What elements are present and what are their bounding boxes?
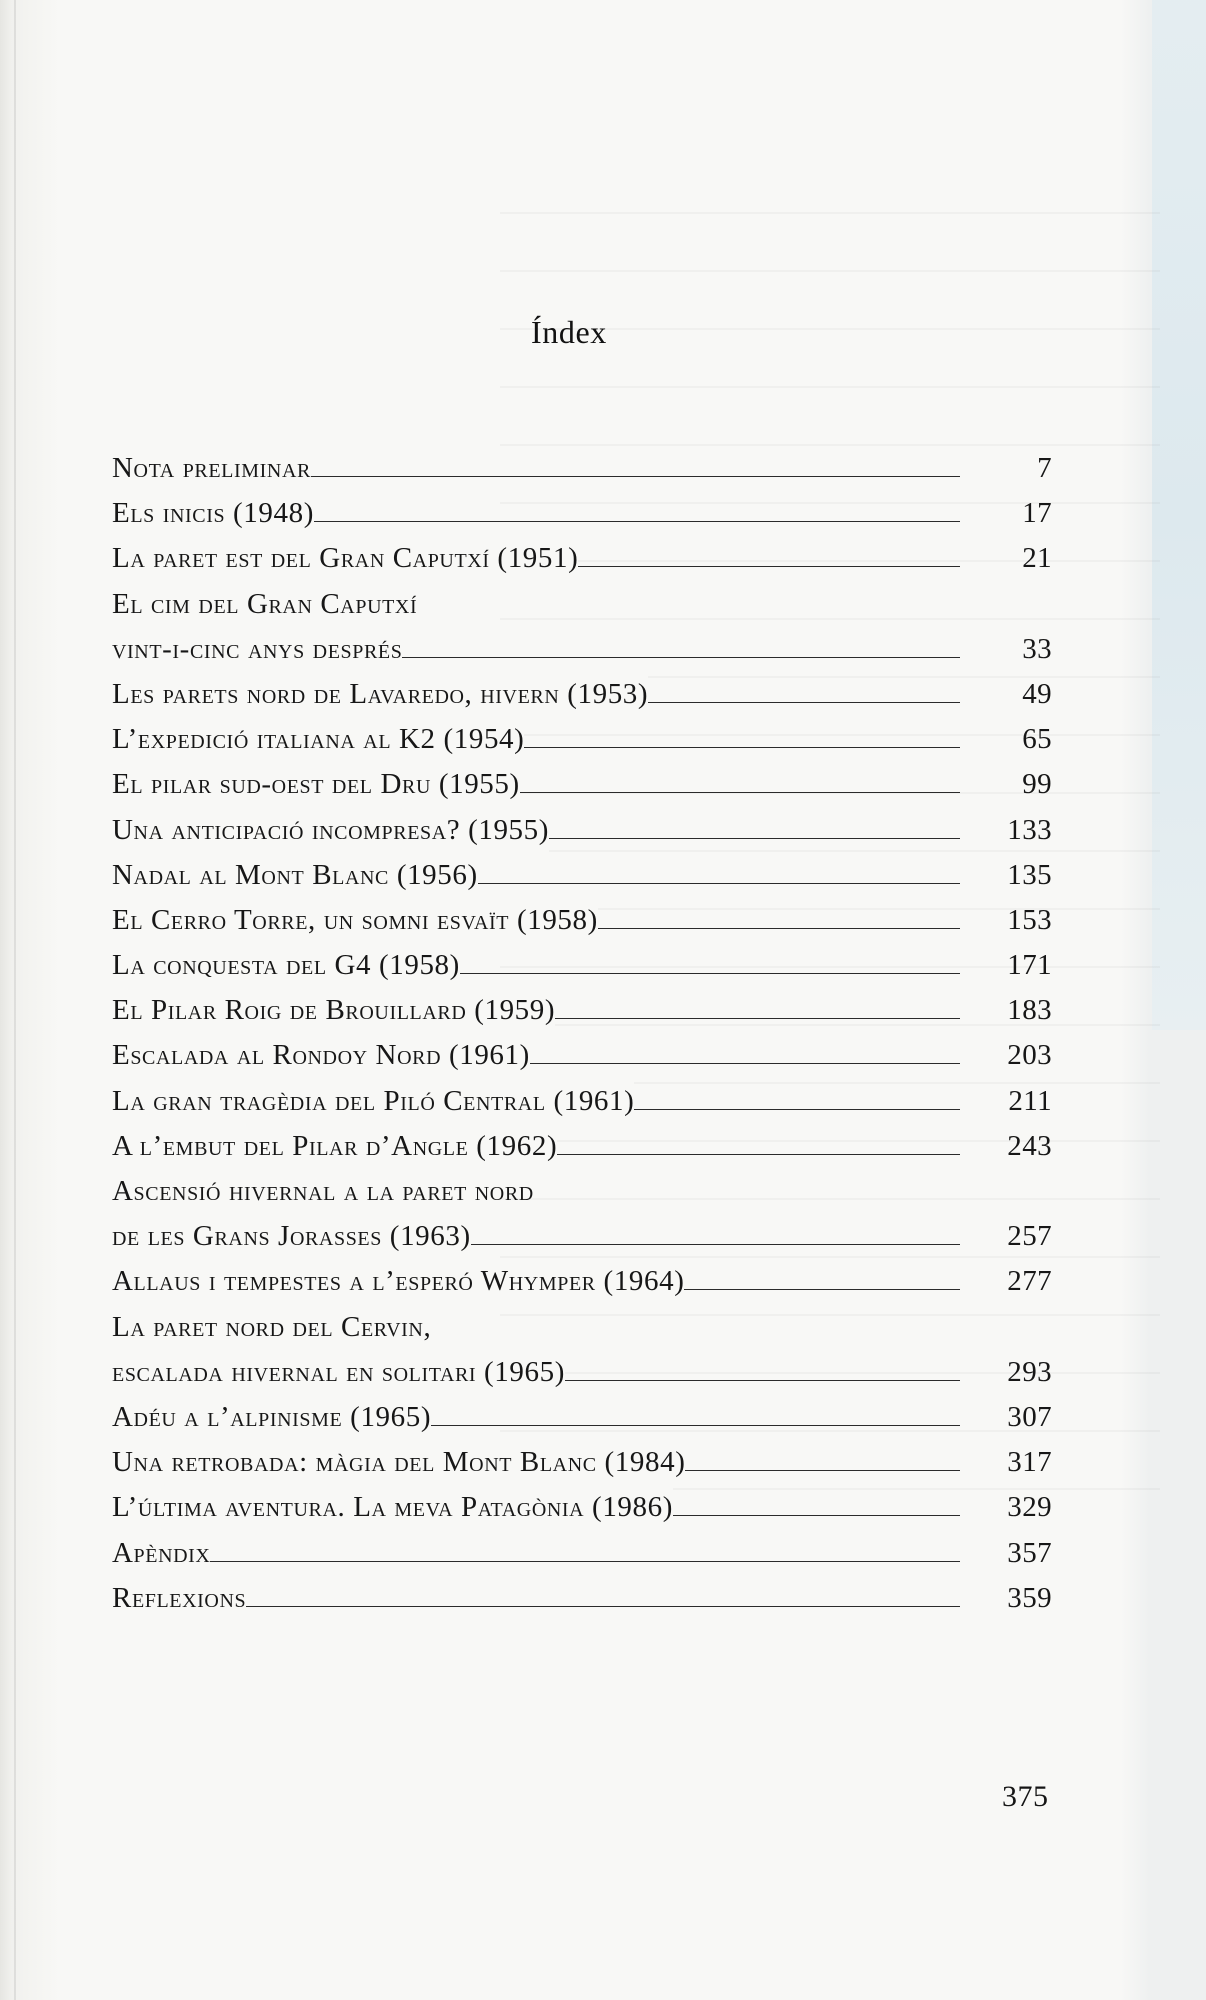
toc-entry-title: El pilar sud-oest del Dru (1955)	[112, 762, 520, 807]
toc-entry-page-number: 203	[1007, 1039, 1052, 1072]
toc-entry-title: Escalada al Rondoy Nord (1961)	[112, 1033, 530, 1078]
toc-entry-title: Els inicis (1948)	[112, 491, 314, 536]
toc-entry-page-number: 21	[1022, 542, 1052, 575]
toc-entry-page-number: 33	[1022, 632, 1052, 665]
toc-entry-title: Apèndix	[112, 1531, 210, 1576]
toc-entry-page-number: 357	[1007, 1536, 1052, 1569]
toc-entry-title: La gran tragèdia del Piló Central (1961)	[112, 1079, 634, 1124]
toc-entry-page-number: 7	[1037, 452, 1052, 484]
toc-entry-title: Adéu a l’alpinisme (1965)	[112, 1395, 431, 1440]
toc-entry	[112, 1531, 1052, 1576]
toc-entry-title: Una anticipació incompresa? (1955)	[112, 808, 549, 853]
toc-entry-title: El cim del Gran Caputxí	[112, 587, 418, 620]
toc-entry-title: El Pilar Roig de Brouillard (1959)	[112, 988, 555, 1033]
toc-entry-page-number: 183	[1007, 994, 1052, 1027]
toc-entry-title: Allaus i tempestes a l’esperó Whymper (1964)	[112, 1259, 684, 1304]
toc-entry	[112, 808, 1052, 853]
toc-entry	[112, 1079, 1052, 1124]
toc-entry	[112, 672, 1052, 717]
toc-entry-title: L’última aventura. La meva Patagònia (1986)	[112, 1485, 673, 1530]
toc-entry	[112, 1576, 1052, 1621]
toc-entry	[112, 627, 1052, 672]
toc-entry	[112, 1485, 1052, 1530]
toc-entry	[112, 762, 1052, 807]
toc-entry	[112, 1214, 1052, 1259]
toc-entry	[112, 898, 1052, 943]
toc-entry-title: vint-i-cinc anys després	[112, 627, 402, 672]
toc-entry	[112, 536, 1052, 581]
toc-entry-title: La paret est del Gran Caputxí (1951)	[112, 536, 578, 581]
toc-entry-page-number: 153	[1007, 903, 1052, 936]
toc-entry-title: El Cerro Torre, un somni esvaït (1958)	[112, 898, 598, 943]
toc-entry	[112, 853, 1052, 898]
table-of-contents	[112, 446, 1052, 1621]
toc-entry	[112, 1440, 1052, 1485]
toc-entry-page-number: 277	[1007, 1265, 1052, 1298]
adjacent-page-edge	[1152, 0, 1206, 1030]
toc-entry-page-number: 17	[1022, 497, 1052, 530]
toc-entry	[112, 1033, 1052, 1078]
toc-entry-title: Ascensió hivernal a la paret nord	[112, 1175, 534, 1207]
toc-entry-title: Reflexions	[112, 1576, 246, 1621]
toc-entry-title: L’expedició italiana al K2 (1954)	[112, 717, 524, 762]
toc-entry	[112, 446, 1052, 491]
toc-entry-page-number: 257	[1007, 1220, 1052, 1253]
toc-entry-title: La conquesta del G4 (1958)	[112, 943, 460, 988]
toc-entry	[112, 582, 1052, 627]
toc-entry-title: escalada hivernal en solitari (1965)	[112, 1350, 565, 1395]
toc-entry	[112, 1124, 1052, 1169]
toc-entry-title: Nota preliminar	[112, 446, 311, 491]
toc-entry	[112, 1350, 1052, 1395]
toc-entry	[112, 1305, 1052, 1350]
toc-entry-page-number: 243	[1007, 1129, 1052, 1162]
toc-entry	[112, 988, 1052, 1033]
toc-entry-page-number: 211	[1008, 1084, 1052, 1117]
page-number: 375	[1002, 1780, 1049, 1813]
toc-entry	[112, 717, 1052, 762]
toc-entry	[112, 943, 1052, 988]
toc-entry	[112, 1169, 1052, 1214]
index-heading: Índex	[531, 314, 607, 350]
toc-entry-page-number: 49	[1022, 677, 1052, 710]
toc-entry-title: Nadal al Mont Blanc (1956)	[112, 853, 478, 898]
page-edge-shadow	[14, 0, 16, 2000]
toc-entry-page-number: 317	[1007, 1446, 1052, 1479]
toc-entry-page-number: 171	[1007, 949, 1052, 982]
toc-entry-title: A l’embut del Pilar d’Angle (1962)	[112, 1124, 557, 1169]
toc-entry-page-number: 65	[1022, 723, 1052, 756]
toc-entry-page-number: 329	[1007, 1491, 1052, 1524]
toc-entry-title: Una retrobada: màgia del Mont Blanc (1984)	[112, 1440, 685, 1485]
toc-entry	[112, 1395, 1052, 1440]
toc-entry-page-number: 135	[1007, 858, 1052, 891]
toc-entry-page-number: 133	[1007, 813, 1052, 846]
toc-entry-page-number: 293	[1007, 1355, 1052, 1388]
toc-entry-page-number: 359	[1007, 1581, 1052, 1614]
toc-entry-page-number: 99	[1022, 768, 1052, 801]
toc-entry-page-number: 307	[1007, 1400, 1052, 1433]
toc-entry-title: de les Grans Jorasses (1963)	[112, 1214, 471, 1259]
leader-line	[112, 1561, 960, 1562]
toc-entry	[112, 1259, 1052, 1304]
toc-entry	[112, 491, 1052, 536]
toc-entry-title: Les parets nord de Lavaredo, hivern (1953)	[112, 672, 648, 717]
toc-entry-title: La paret nord del Cervin,	[112, 1310, 432, 1343]
